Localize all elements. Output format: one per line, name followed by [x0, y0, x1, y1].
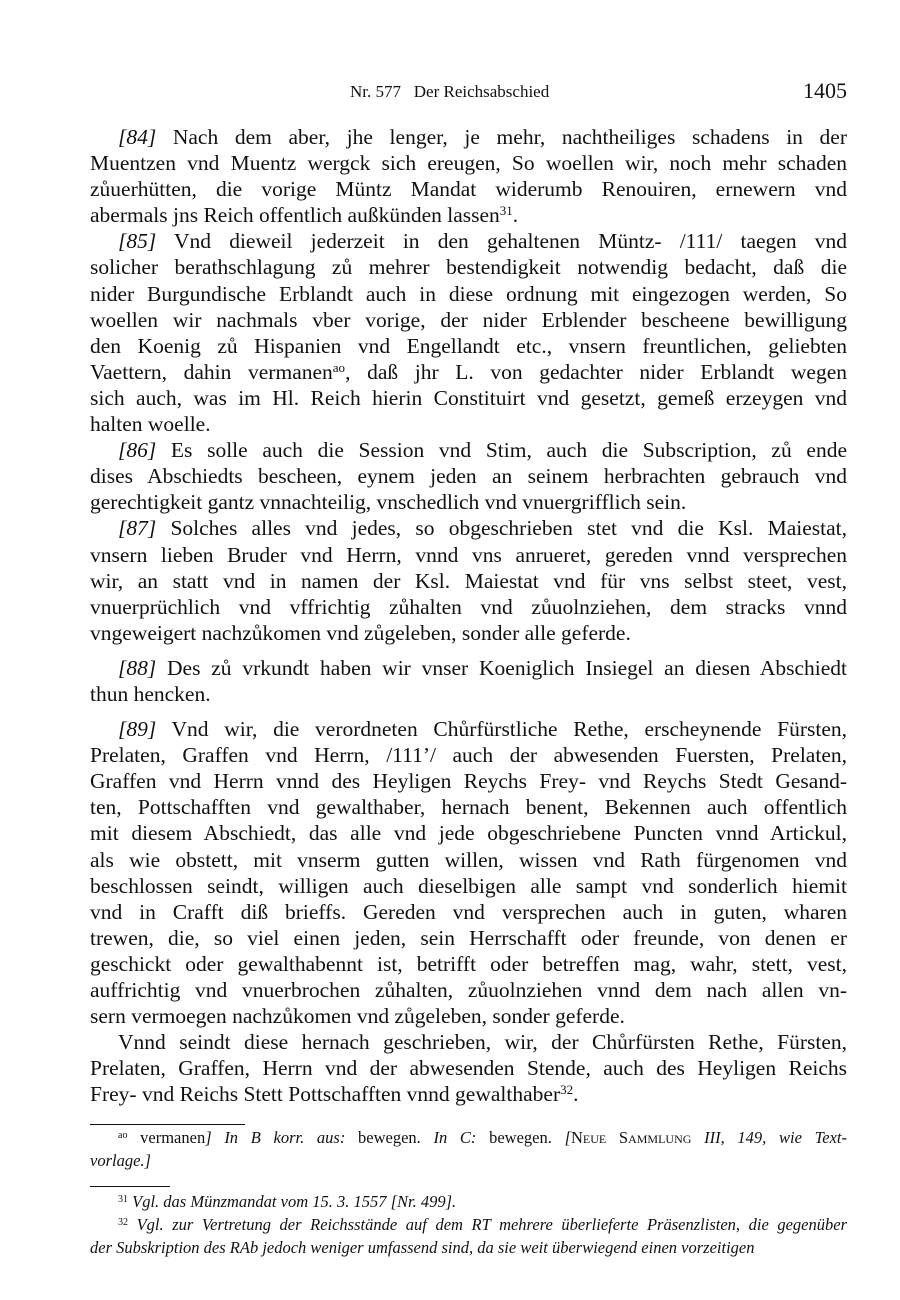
text-segment: vermanen: [127, 1128, 206, 1147]
text-segment: Des zů vrkundt haben wir vnser Koeniglich Insiegel an diesen Abschiedt: [156, 655, 847, 680]
note-marker: 32: [118, 1217, 128, 1228]
page-number: 1405: [803, 78, 847, 103]
text-segment: [88]: [118, 655, 157, 680]
text-segment: [87]: [118, 516, 157, 541]
text-segment: solicher berathschlagung zů mehrer bestendigkeit notwendig bedacht, daß die: [90, 255, 847, 280]
text-segment: trewen, die, so viel einen jeden, sein Herrschafft oder freunde, von denen er: [90, 925, 847, 950]
running-header: [90, 80, 847, 106]
text-segment: Vgl. zur Vertretung der Reichsstände auf dem RT mehrere überlieferte Präsenzlisten, die gegenüber: [128, 1215, 847, 1234]
text-segment: [84]: [118, 125, 157, 149]
text-line: [90, 899, 847, 925]
text-line: [90, 228, 847, 254]
text-line: [90, 359, 847, 385]
text-segment: .: [573, 1082, 579, 1107]
paragraph: [90, 655, 847, 707]
text-segment: vnsern lieben Bruder vnd Herrn, vnnd vns anrueret, gereden vnnd versprechen: [90, 542, 847, 567]
text-segment: Frey- vnd Reichs Stett Pottschafften vnnd gewalthaber: [90, 1082, 561, 1107]
text-line: [90, 594, 847, 620]
text-line: [90, 568, 847, 594]
text-segment: ten, Pottschafften vnd gewalthaber, hernach benent, Bekennen auch offentlich: [90, 795, 847, 820]
text-segment: vorlage.]: [90, 1151, 151, 1170]
text-line: [90, 1081, 847, 1107]
note-marker: 31: [499, 203, 513, 219]
text-line: [90, 951, 847, 977]
text-segment: Vnd wir, die verordneten Chůrfürstliche Rethe, erscheynende Fürsten,: [156, 717, 847, 742]
text-line: [90, 794, 847, 820]
text-line: [90, 333, 847, 359]
text-line: [90, 1236, 847, 1259]
text-segment: , daß jhr L. von gedachter nider Erblandt wegen: [345, 359, 847, 384]
text-segment: [: [564, 1128, 571, 1147]
text-segment: bewegen.: [476, 1128, 565, 1147]
text-line: [90, 307, 847, 333]
text-segment: Prelaten, Graffen vnd Herrn, /111’/ auch der abwesenden Fuersten, Prelaten,: [90, 743, 847, 768]
main-text: [90, 124, 847, 1107]
text-segment: .: [512, 203, 519, 228]
text-line: [90, 202, 847, 228]
text-line: [90, 254, 847, 280]
paragraph: [90, 124, 847, 228]
text-segment: Neue Sammlung: [570, 1128, 692, 1147]
text-segment: halten woelle.: [90, 412, 211, 437]
text-segment: vnd in Crafft diß brieffs. Gereden vnd versprechen auch in guten, wharen: [90, 899, 847, 924]
text-line: [90, 1190, 847, 1213]
text-line: [90, 281, 847, 307]
footnote: [90, 1213, 847, 1259]
text-line: [90, 385, 847, 411]
textual-notes: [90, 1126, 847, 1172]
text-line: [90, 716, 847, 742]
note-marker: 31: [118, 1194, 128, 1205]
text-line: [90, 768, 847, 794]
text-line: [90, 1149, 847, 1172]
text-segment: In C:: [433, 1128, 477, 1147]
paragraph: [90, 716, 847, 1029]
text-segment: [86]: [118, 438, 157, 463]
note-marker: 32: [560, 1082, 574, 1098]
text-line: [90, 820, 847, 846]
text-line: [90, 1055, 847, 1081]
text-segment: III, 149, wie Text-: [691, 1128, 847, 1147]
text-segment: thun hencken.: [90, 681, 211, 706]
text-segment: beschlossen seindt, willigen auch dieselbigen alle sampt vnd sonderlich hiemit: [90, 873, 847, 898]
text-line: [90, 542, 847, 568]
text-segment: Prelaten, Graffen, Herrn vnd der abwesenden Stende, auch des Heyligen Reichs: [90, 1056, 847, 1081]
text-segment: mit diesem Abschiedt, das alle vnd jede obgeschriebene Puncten vnnd Artickul,: [90, 821, 847, 846]
text-line: [90, 620, 847, 646]
text-segment: woellen wir nachmals vber vorige, der nider Erblender bescheene bewilligung: [90, 307, 847, 332]
text-line: [90, 847, 847, 873]
paragraph: [90, 437, 847, 515]
text-segment: Nach dem aber, jhe lenger, je mehr, nachtheiliges schadens in der: [156, 125, 847, 149]
text-segment: geschickt oder gewalthabennt ist, betrifft oder betreffen mag, wahr, stett, vest,: [90, 951, 847, 976]
paragraph: [90, 1029, 847, 1107]
footnotes-rule: [90, 1186, 170, 1187]
paragraph: [90, 515, 847, 645]
text-segment: den Koenig zů Hispanien vnd Engellandt etc., vnsern freuntlichen, geliebten: [90, 333, 847, 358]
text-segment: nider Burgundische Erblandt auch in diese ordnung mit eingezogen werden, So: [90, 281, 847, 306]
note-marker: ao: [118, 1130, 128, 1141]
text-line: [90, 150, 847, 176]
text-line: [90, 437, 847, 463]
text-segment: Vnd dieweil jederzeit in den gehaltenen Müntz- /111/ taegen vnd: [156, 229, 847, 254]
textual-notes-rule: [90, 1124, 245, 1125]
text-segment: ] In B korr. aus:: [205, 1128, 346, 1147]
text-line: [90, 977, 847, 1003]
text-line: [90, 655, 847, 681]
text-segment: bewegen.: [345, 1128, 434, 1147]
text-segment: der Subskription des RAb jedoch weniger umfassend sind, da sie weit überwiegend einen vorzeitigen: [90, 1238, 755, 1257]
text-segment: vngeweigert nachzůkomen vnd zůgeleben, sonder alle geferde.: [90, 620, 631, 645]
text-line: [90, 176, 847, 202]
text-line: [90, 411, 847, 437]
text-line: [90, 681, 847, 707]
text-segment: Vnnd seindt diese hernach geschrieben, wir, der Chůrfürsten Rethe, Fürsten,: [118, 1030, 847, 1055]
text-segment: gerechtigkeit gantz vnnachteilig, vnschedlich vnd vnuergrifflich sein.: [90, 490, 687, 515]
text-segment: wir, an statt vnd in namen der Ksl. Maiestat vnd für vns selbst steet, vest,: [90, 568, 847, 593]
text-segment: Vaettern, dahin vermanen: [90, 359, 333, 384]
text-segment: Graffen vnd Herrn vnnd des Heyligen Reychs Frey- vnd Reychs Stedt Gesand-: [90, 769, 847, 794]
text-line: [90, 742, 847, 768]
footnote: [90, 1190, 847, 1213]
note-marker: ao: [332, 359, 346, 375]
text-segment: sern vermoegen nachzůkomen vnd zůgeleben, sonder geferde.: [90, 1004, 625, 1029]
text-line: [90, 515, 847, 541]
text-segment: [89]: [118, 717, 157, 742]
text-segment: Muentzen vnd Muentz wergck sich ereugen, So woellen wir, noch mehr schaden: [90, 151, 847, 176]
text-line: [90, 873, 847, 899]
running-title: Nr. 577 Der Reichsabschied: [350, 82, 550, 101]
text-segment: sich auch, was im Hl. Reich hierin Constituirt vnd gesetzt, gemeß erzeygen vnd: [90, 385, 847, 410]
text-line: [90, 1029, 847, 1055]
text-segment: dises Abschiedts bescheen, eynem jeden an seinem herbrachten gebrauch vnd: [90, 464, 847, 489]
text-segment: auffrichtig vnd vnuerbrochen zůhalten, zůuolnziehen vnnd dem nach allen vn-: [90, 978, 847, 1002]
text-segment: Es solle auch die Session vnd Stim, auch die Subscription, zů ende: [156, 438, 847, 463]
text-segment: Vgl. das Münzmandat vom 15. 3. 1557 [Nr. 499].: [128, 1192, 457, 1211]
text-line: [90, 1003, 847, 1029]
text-line: [90, 1213, 847, 1236]
text-line: [90, 463, 847, 489]
text-segment: zůuerhütten, die vorige Müntz Mandat widerumb Renouiren, ernewern vnd: [90, 177, 847, 202]
footnotes: [90, 1190, 847, 1259]
text-line: [90, 925, 847, 951]
paragraph: [90, 228, 847, 437]
text-segment: Solches alles vnd jedes, so obgeschrieben stet vnd die Ksl. Maiestat,: [156, 516, 847, 541]
text-line: [90, 124, 847, 150]
text-line: [90, 489, 847, 515]
textual-note: [90, 1126, 847, 1172]
text-line: [90, 1126, 847, 1149]
text-segment: vnuerprüchlich vnd vffrichtig zůhalten vnd zůuolnziehen, dem stracks vnnd: [90, 594, 847, 619]
text-segment: abermals jns Reich offentlich außkünden lassen: [90, 203, 500, 228]
text-segment: [85]: [118, 229, 157, 254]
text-segment: als wie obstett, mit vnserm gutten willen, wissen vnd Rath fürgenomen vnd: [90, 847, 847, 872]
